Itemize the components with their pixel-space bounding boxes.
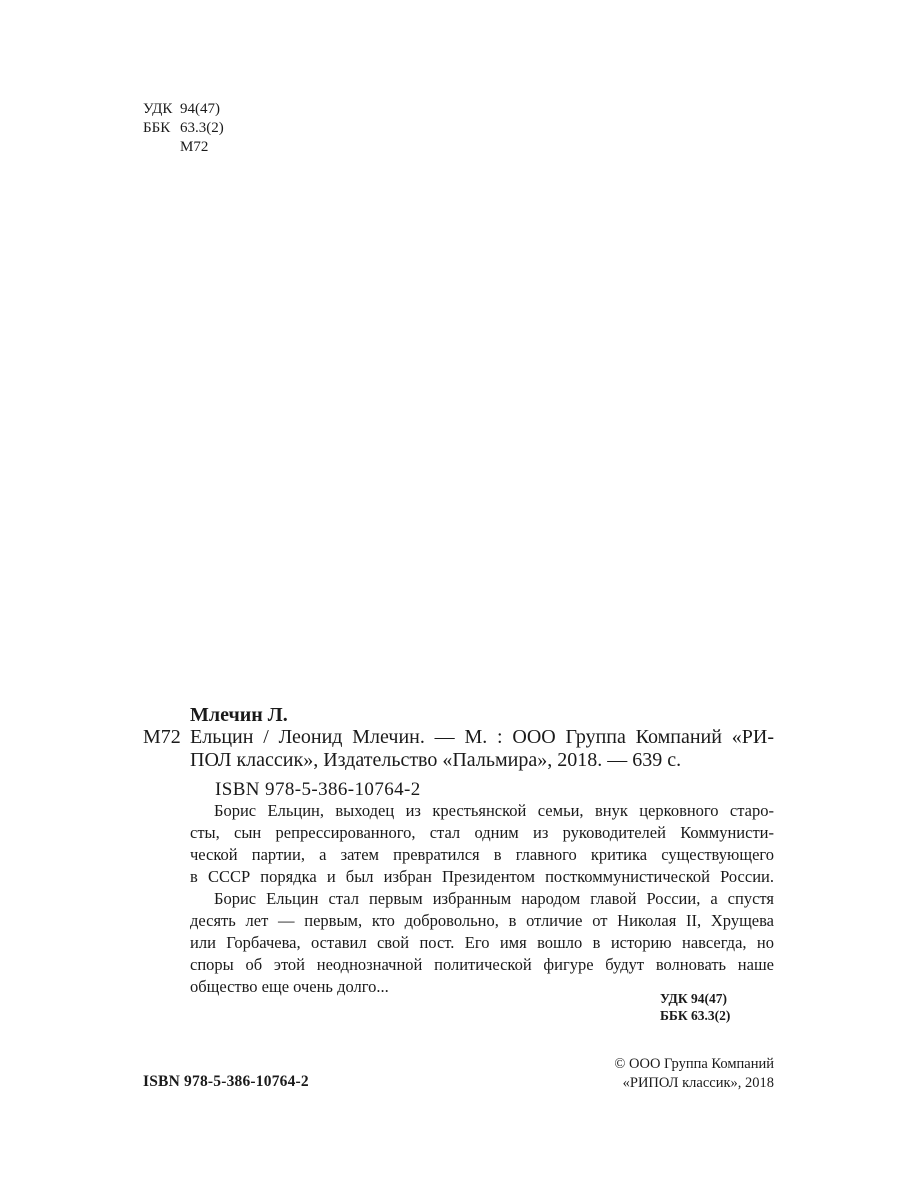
bbk-row xyxy=(143,119,224,138)
footer-isbn: ISBN 978-5-386-10764-2 xyxy=(143,1073,309,1090)
annotation-p2-line: Борис Ельцин стал первым избранным народом главой России, а спустя xyxy=(214,889,774,908)
bbk-bottom: ББК 63.3(2) xyxy=(660,1008,731,1023)
annotation-p2-line: или Горбачева, оставил свой пост. Его имя вошло в историю навсегда, но xyxy=(190,933,774,952)
bbk-label: ББК xyxy=(143,120,171,136)
entry-code: М72 xyxy=(143,726,181,748)
bibliographic-line-2: ПОЛ классик», Издательство «Пальмира», 2018. — 639 с. xyxy=(190,749,682,771)
annotation-p2-line: общество еще очень долго... xyxy=(190,977,389,996)
udk-row xyxy=(143,100,224,119)
copyright-line-1: © ООО Группа Компаний xyxy=(614,1056,774,1072)
classification-top xyxy=(143,100,224,157)
entry-isbn: ISBN 978-5-386-10764-2 xyxy=(215,779,421,800)
copyright-line-2: «РИПОЛ классик», 2018 xyxy=(622,1075,774,1091)
udk-bottom: УДК 94(47) xyxy=(660,991,727,1006)
entry-author: Млечин Л. xyxy=(190,704,288,726)
author-mark-row xyxy=(143,138,224,157)
annotation-p1-line: в СССР порядка и был избран Президентом посткоммунистической России. xyxy=(190,867,774,886)
udk-value: 94(47) xyxy=(180,101,220,117)
annotation-p2-line: десять лет — первым, кто добровольно, в отличие от Николая II, Хрущева xyxy=(190,911,774,930)
udk-label: УДК xyxy=(143,101,173,117)
annotation-p1-line: Борис Ельцин, выходец из крестьянской семьи, внук церковного старо- xyxy=(214,801,774,820)
bbk-value: 63.3(2) xyxy=(180,120,224,136)
annotation-p2-line: споры об этой неоднозначной политической фигуре будут волновать наше xyxy=(190,955,774,974)
annotation-p1-line: ческой партии, а затем превратился в главного критика существующего xyxy=(190,845,774,864)
annotation-p1-line: сты, сын репрессированного, стал одним из руководителей Коммунисти- xyxy=(190,823,774,842)
classification-bottom xyxy=(660,990,774,1024)
copyright-notice xyxy=(560,1055,774,1093)
bibliographic-line-1: Ельцин / Леонид Млечин. — М. : ООО Группа Компаний «РИ- xyxy=(190,726,774,748)
annotation xyxy=(190,800,774,998)
author-mark: М72 xyxy=(180,139,209,155)
